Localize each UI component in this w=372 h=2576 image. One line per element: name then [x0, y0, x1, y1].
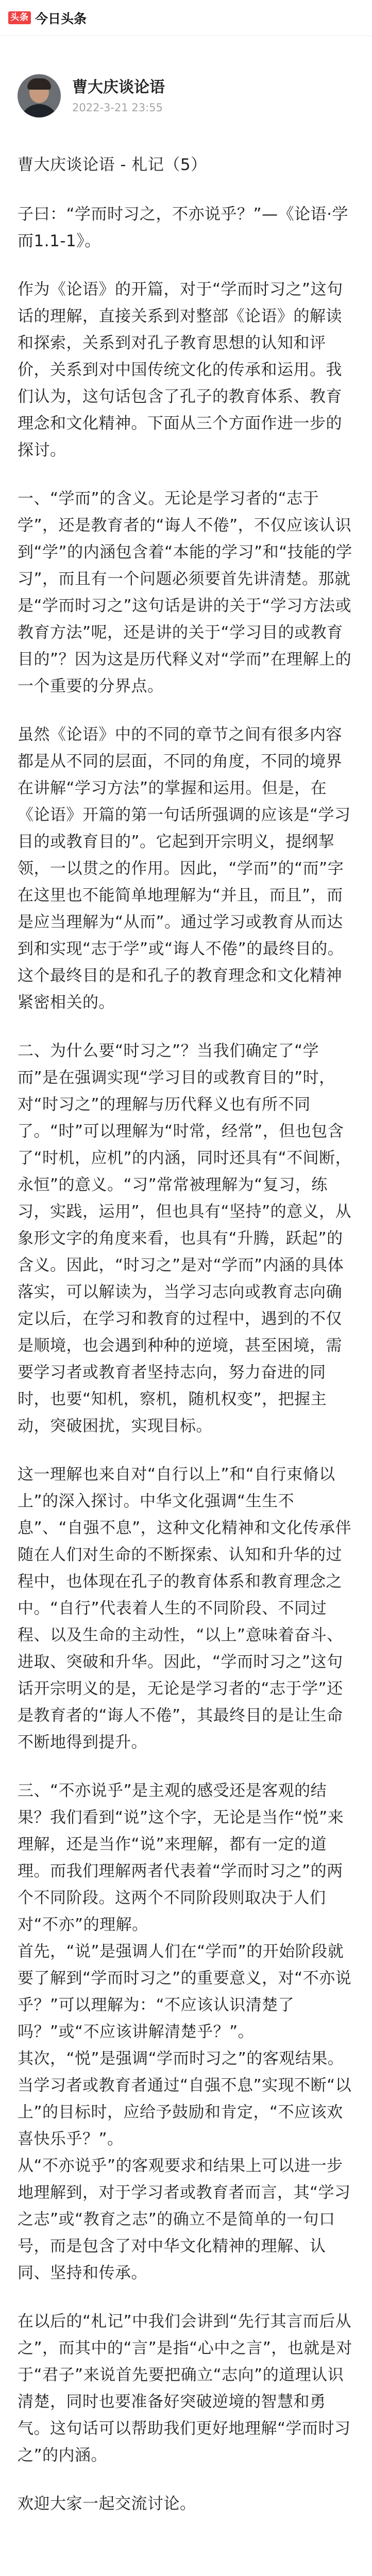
article-paragraph: 三、“不亦说乎”是主观的感受还是客观的结果？我们看到“说”这个字，无论是当作“悦”来理解，还是当作“说”来理解，都有一定的道理。而我们理解两者代表着“学而时习之”的两个不同阶段。这两个不同阶段则取决于人们对“不亦”的理解。 首先，“说”是强调人们在“学而”的开始阶段就要了解到“学而时习之”的重要意义，对“不亦说乎？”可以理解为：“不应该认识清楚了吗？”或“不应该讲解清楚乎？”。 其次，“悦”是强调“学而时习之”的客观结果。当学习者或教育者通过“自强不息”实现不断“以上”的目标时，应给予鼓励和肯定，“不应该欢喜快乐乎？”。 从“不亦说乎”的客观要求和结果上可以进一步地理解到，对于学习者或教育者而言，其“学习之志”或“教育之志”的确立不是简单的一句口号，而是包含了对中华文化精神的理解、认同、坚持和传承。 — [18, 1782, 352, 2282]
article-paragraph: 子曰：“学而时习之，不亦说乎？”—《论语·学而1.1-1》。 — [18, 205, 348, 250]
avatar[interactable] — [18, 74, 61, 117]
author-meta — [72, 77, 165, 114]
article-paragraphs — [18, 201, 354, 2517]
article-title: 曹大庆谈论语 - 札记（5） — [18, 156, 207, 174]
toutiao-logo-badge[interactable]: 头条 — [8, 11, 31, 24]
article-paragraph: 二、为什么要“时习之”？当我们确定了“学而”是在强调实现“学习目的或教育目的”时，对“时习之”的理解与历代释义也有所不同了。“时”可以理解为“时常，经常”，但也包含了“时机，应机”的内涵，同时还具有“不间断，永恒”的意义。“习”常常被理解为“复习，练习，实践，运用”，但也具有“坚持”的意义，从象形文字的角度来看，也具有“升腾，跃起”的含义。因此，“时习之”是对“学而”内涵的具体落实，可以解读为，当学习志向或教育志向确定以后，在学习和教育的过程中，遇到的不仅是顺境，也会遇到种种的逆境，甚至困境，需要学习者或教育者坚持志向，努力奋进的同时，也要“知机，察机，随机权变”，把握主动，突破困扰，实现目标。 — [18, 1042, 352, 1435]
author-name[interactable]: 曹大庆谈论语 — [72, 78, 165, 96]
article-body — [0, 151, 372, 2517]
article-paragraph: 一、“学而”的含义。无论是学习者的“志于学”，还是教育者的“诲人不倦”，不仅应该认识到“学”的内涵包含着“本能的学习”和“技能的学习”，而且有一个问题必须要首先讲清楚。那就是“学而时习之”这句话是讲的关于“学习方法或教育方法”呢，还是讲的关于“学习目的或教育目的”？因为这是历代释义对“学而”在理解上的一个重要的分界点。 — [18, 489, 352, 696]
toutiao-logo-text[interactable]: 今日头条 — [35, 11, 87, 26]
article-paragraph: 在以后的“札记”中我们会讲到“先行其言而后从之”，而其中的“言”是指“心中之言”，也就是对于“君子”来说首先要把确立“志向”的道理认识清楚，同时也要准备好突破逆境的智慧和勇气。这句话可以帮助我们更好地理解“学而时习之”的内涵。 — [18, 2312, 352, 2465]
article-paragraph: 欢迎大家一起交流讨论。 — [18, 2495, 196, 2513]
app-header — [0, 0, 372, 36]
article-paragraph: 这一理解也来自对“自行以上”和“自行束脩以上”的深入探讨。中华文化强调“生生不息”、“自强不息”，这种文化精神和文化传承伴随在人们对生命的不断探索、认知和升华的过程中，也体现在孔子的教育体系和教育理念之中。“自行”代表着人生的不同阶段、不同过程、以及生命的主动性，“以上”意味着奋斗、进取、突破和升华。因此，“学而时习之”这句话开宗明义的是，无论是学习者的“志于学”还是教育者的“诲人不倦”，其最终目的是让生命不断地得到提升。 — [18, 1465, 352, 1752]
article-paragraph: 作为《论语》的开篇，对于“学而时习之”这句话的理解，直接关系到对整部《论语》的解读和探索，关系到对孔子教育思想的认知和评价，关系到对中国传统文化的传承和运用。我们认为，这句话包含了孔子的教育体系、教育理念和文化精神。下面从三个方面作进一步的探讨。 — [18, 280, 343, 460]
article-paragraph: 虽然《论语》中的不同的章节之间有很多内容都是从不同的层面，不同的角度，不同的境界在讲解“学习方法”的掌握和运用。但是，在《论语》开篇的第一句话所强调的应该是“学习目的或教育目的”。它起到开宗明义，提纲挈领，一以贯之的作用。因此，“学而”的“而”字在这里也不能简单地理解为“并且，而且”，而是应当理解为“从而”。通过学习或教育从而达到和实现“志于学”或“诲人不倦”的最终目的。这个最终目的是和孔子的教育理念和文化精神紧密相关的。 — [18, 725, 351, 1012]
post-timestamp: 2022-3-21 23:55 — [72, 101, 163, 114]
author-block — [0, 74, 372, 117]
